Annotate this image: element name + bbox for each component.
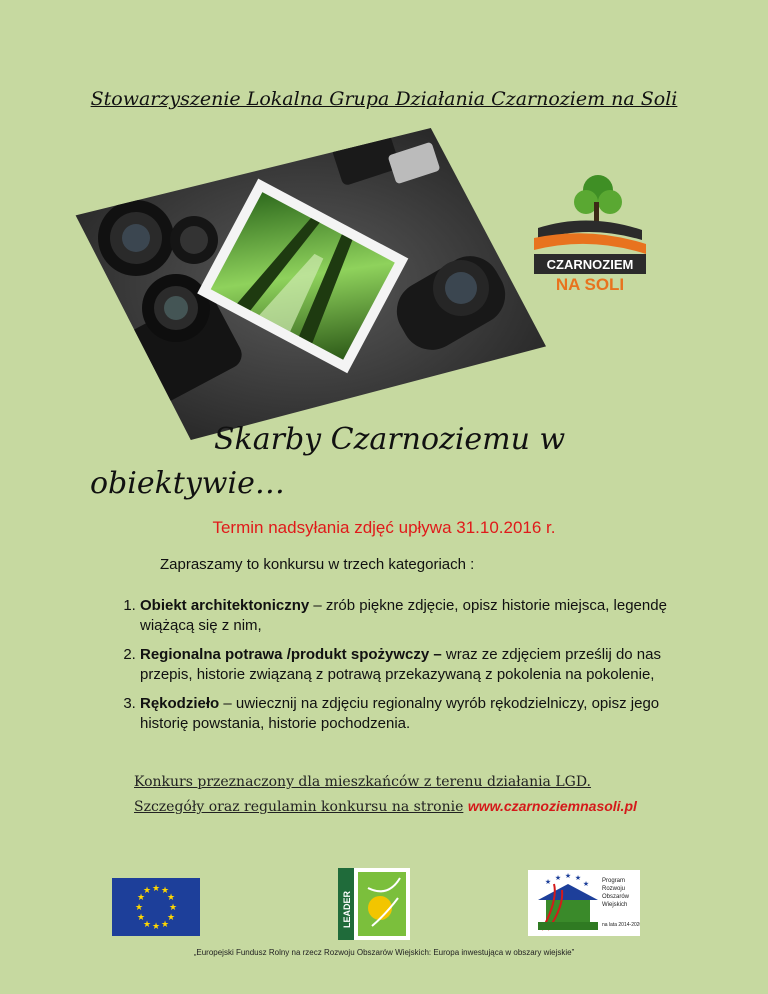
category-text: – uwiecznij na zdjęciu regionalny wyrób rękodzielniczy, opisz jego historię powstania, historie pochodzenia. [140, 695, 660, 732]
prow-line: Rozwoju [602, 886, 626, 892]
logo-line1: CZARNOZIEM [546, 257, 634, 272]
svg-text:★: ★ [136, 913, 146, 923]
category-list [114, 596, 700, 743]
prow-line: Obszarów [602, 894, 630, 900]
svg-text:★: ★ [160, 920, 170, 930]
camera-photo-collage [66, 128, 546, 440]
list-item [140, 694, 700, 734]
deadline-text: Termin nadsyłania zdjęć upływa 31.10.2016 r. [212, 518, 556, 537]
prow-line: Program [602, 878, 626, 884]
svg-text:★: ★ [574, 874, 582, 882]
svg-text:★: ★ [168, 903, 178, 913]
leader-logo [338, 868, 410, 940]
svg-text:★: ★ [582, 880, 590, 888]
website-link[interactable]: www.czarnoziemnasoli.pl [467, 798, 637, 814]
svg-text:★: ★ [136, 893, 146, 903]
prow-line: Wiejskich [602, 902, 628, 908]
prow-logo [528, 870, 640, 936]
logo-line2: NA SOLI [555, 275, 625, 294]
eu-flag-icon [112, 878, 200, 936]
category-title: Rękodzieło [140, 695, 220, 712]
intro-text: Zapraszamy to konkursu w trzech kategoriach : [160, 556, 475, 573]
category-title: Regionalna potrawa /produkt spożywczy – [140, 646, 442, 663]
prow-line: na lata 2014-2020 [602, 922, 640, 928]
svg-text:★: ★ [151, 922, 161, 932]
svg-text:★: ★ [564, 872, 572, 880]
category-text: – zrób piękne zdjęcie, opisz historie miejsca, legendę wiążącą się z nim, [140, 597, 667, 634]
leader-text: LEADER [342, 890, 352, 928]
category-text: wraz ze zdjęciem prześlij do nas przepis, historie związaną z potrawą przekazywaną z pokolenia na pokolenie, [140, 646, 661, 683]
organization-title: Stowarzyszenie Lokalna Grupa Działania Czarnoziem na Soli [90, 88, 678, 110]
svg-text:★: ★ [554, 874, 562, 882]
list-item [140, 645, 700, 685]
czarnoziem-logo [528, 168, 652, 298]
footer-note [134, 770, 694, 819]
rules-text: Szczegóły oraz regulamin konkursu na stronie [134, 799, 464, 815]
svg-text:★: ★ [166, 913, 176, 923]
svg-text:★: ★ [166, 893, 176, 903]
headline-line2: obiektywie… [90, 466, 285, 501]
headline [90, 418, 650, 506]
eligibility-text: Konkurs przeznaczony dla mieszkańców z terenu działania LGD. [134, 774, 592, 790]
svg-text:★: ★ [160, 886, 170, 896]
funding-note: „Europejski Fundusz Rolny na rzecz Rozwoju Obszarów Wiejskich: Europa inwestująca w obszary wiejskie” [193, 948, 575, 957]
category-title: Obiekt architektoniczny [140, 597, 310, 614]
svg-text:★: ★ [544, 878, 552, 886]
svg-text:★: ★ [151, 884, 161, 894]
headline-line1: Skarby Czarnoziemu w [214, 422, 566, 457]
svg-text:★: ★ [134, 903, 144, 913]
list-item [140, 596, 700, 636]
svg-text:★: ★ [142, 886, 152, 896]
svg-text:★: ★ [142, 920, 152, 930]
